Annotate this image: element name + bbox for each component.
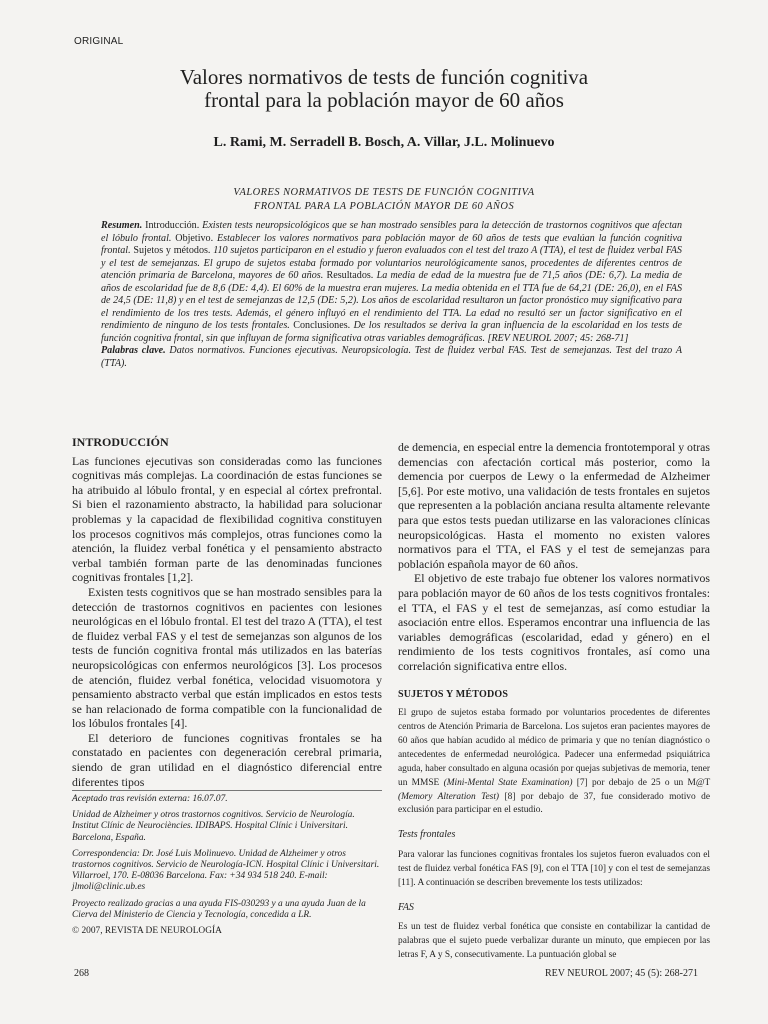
intro-paragraph-1: Las funciones ejecutivas son consideradas como las funciones cognitivas más complejas. La coordinación de estas funciones se ha atribuido al lóbulo frontal, y en especial al córtex prefrontal. Si bien el razonamiento abstracto, la habilidad para solucionar problemas y la capacidad de flexibilidad cognitiva constituyen los procesos cognitivos más complejos, otras funciones como la atención, la fluidez verbal fonética y el pensamiento abstracto verbal también forman parte de las denominadas funciones cognitivas frontales [1,2]. [72, 453, 382, 585]
methods-p1-c: [8] por debajo de 37, fue considerado motivo de exclusión para participar en el estudio. [398, 791, 710, 816]
methods-heading: SUJETOS Y MÉTODOS [398, 688, 509, 700]
title-line-2: frontal para la población mayor de 60 años [204, 88, 564, 112]
left-column [72, 435, 382, 789]
article-title [70, 66, 698, 112]
intro-paragraph-4: El objetivo de este trabajo fue obtener los valores normativos para población mayor de 60 años de los tests cognitivos frontales: el TTA, el FAS y el test de semejanzas, así como estudiar la asociación entre ellos. Esperamos encontrar una influencia de las variables demográficas (escolaridad, edad y género) en el rendimiento de los tests cognitivos frontales, así como una correlación significativa entre ellos. [398, 571, 710, 673]
sujetos-text: 110 sujetos participaron en el estudio y fueron evaluados con el test del trazo A (TTA), el test de fluidez verbal FAS y el test de semejanzas. El grupo de sujetos estaba formado por voluntarios neurológicamente sanos, procedentes de diferentes centros de atención primaria de Barcelona, mayores de 60 años. [101, 245, 682, 282]
keywords-label: Palabras clave. [101, 345, 166, 357]
page-number: 268 [74, 968, 89, 979]
abstract-body [101, 220, 682, 345]
intro-paragraph-2: Existen tests cognitivos que se han mostrado sensibles para la detección de trastornos cognitivos en pacientes con lesiones neurológicas en el lóbulo frontal. El test del trazo A (TTA), el test de fluidez verbal FAS y el test de semejanzas son algunos de los tests de función cognitiva frontal más utilizados en las baterías neuropsicológicas con enfermos neurológicos [3]. Los procesos de atención, fluidez verbal fonética, velocidad visuomotora y pensamiento abstracto verbal que están implicados en estos tests se han relacionado de forma compatible con la funcionalidad de los lóbulos frontales [4]. [72, 584, 382, 731]
conclusiones-text: De los resultados se deriva la gran influencia de la escolaridad en los tests de función cognitiva frontal, sin que influyan de forma significativa otras variables demográficas. [101, 320, 682, 344]
footnote-affiliation: Unidad de Alzheimer y otros trastornos cognitivos. Servicio de Neurología. Institut Clínic de Neurociències. IDIBAPS. Hospital Clínic i Universitari. Barcelona, España. [72, 810, 355, 843]
keywords-text: Datos normativos. Funciones ejecutivas. Neuropsicología. Test de fluidez verbal FAS. Test de semejanzas. Test del trazo A (TTA). [101, 345, 682, 370]
resultados-label: Resultados. [326, 270, 374, 282]
es-title-line-1: VALORES NORMATIVOS DE TESTS DE FUNCIÓN COGNITIVA [233, 187, 535, 198]
objetivo-text: Establecer los valores normativos para población mayor de 60 años de tests que evalúan la función cognitiva frontal. [101, 232, 682, 257]
es-title-line-2: FRONTAL PARA LA POBLACIÓN MAYOR DE 60 AÑOS [253, 200, 515, 212]
methods-paragraph-2: Para valorar las funciones cognitivas frontales los sujetos fueron evaluados con el test de fluidez verbal fonética FAS [9], con el TTA [10] y con el test de semejanzas [11]. A continuación se describen brevemente los tests utilizados: [398, 849, 710, 888]
resultados-text: La media de edad de la muestra fue de 71,5 años (DE: 6,7). La media de años de escolaridad fue de 8,6 (DE: 4,4). El 60% de la muestra eran mujeres. La media obtenida en el TTA fue de 64,21 (DE: 26,0), en el FAS de 24,5 (DE: 11,8) y en el test de semejanzas de 12,5 (DE: 5,2). Los años de escolaridad resultaron un factor pronóstico muy significativo para el rendimiento de los tres tests. Además, el género influyó en el rendimiento del TTA. La edad no resultó ser un factor significativo en el rendimiento de ninguno de los tests frontales. [101, 270, 682, 332]
fas-subheading: FAS [398, 901, 414, 913]
objetivo-label: Objetivo. [175, 232, 214, 244]
sujetos-label: Sujetos y métodos. [133, 245, 211, 257]
abstract [101, 220, 682, 371]
intro-paragraph-3: El deterioro de funciones cognitivas frontales se ha constatado en pacientes con degeneración cerebral primaria, siendo de gran utilidad en el diagnóstico diferencial entre diferentes tipos [72, 730, 382, 789]
keywords [101, 345, 682, 370]
mmse-fullname: (Mini-Mental State Examination) [443, 777, 573, 788]
intro-heading: INTRODUCCIÓN [72, 435, 169, 449]
methods-paragraph-1 [398, 707, 710, 818]
intro-label: Introducción. [145, 220, 200, 231]
footnote-copyright: © 2007, REVISTA DE NEUROLOGÍA [72, 926, 222, 937]
footnote-accepted: Aceptado tras revisión externa: 16.07.07. [72, 794, 228, 804]
authors: L. Rami, M. Serradell B. Bosch, A. Villar, J.L. Molinuevo [213, 135, 555, 150]
resumen-label: Resumen. [101, 220, 143, 231]
methods-p1-b: [7] por debajo de 25 o un M@T [576, 777, 711, 788]
footnote-funding: Proyecto realizado gracias a una ayuda FIS-030293 y a una ayuda Juan de la Cierva del Ministerio de Ciencia y Tecnología, concedida a LR. [72, 898, 366, 920]
section-tag: ORIGINAL [74, 36, 124, 47]
methods-paragraph-3: Es un test de fluidez verbal fonética que consiste en contabilizar la cantidad de palabras que el sujeto puede verbalizar durante un minuto, que empiecen por las letras F, A y S, consecutivamente. La puntuación global se [398, 922, 710, 961]
methods-p1-a: El grupo de sujetos estaba formado por voluntarios procedentes de diferentes centros de Atención Primaria de Barcelona. Los sujetos eran pacientes mayores de 60 años que habían acudido al médico de primaria y que no tenían diagnóstico o antecedentes de enfermedad neurológica. Padecer una enfermedad psiquiátrica aguda, haber consultado en alguna ocasión por quejas subjetivas de memoria, tener un MMSE [398, 708, 710, 788]
spanish-title-caps [160, 186, 608, 213]
journal-reference: REV NEUROL 2007; 45 (5): 268-271 [544, 968, 698, 979]
intro-text: Existen tests neuropsicológicos que se han mostrado sensibles para la detección de trastornos cognitivos que afectan el lóbulo frontal. [101, 220, 683, 244]
tests-frontales-subheading: Tests frontales [398, 829, 456, 841]
conclusiones-label: Conclusiones. [293, 320, 351, 332]
mat-fullname: (Memory Alteration Test) [398, 791, 500, 802]
title-line-1: Valores normativos de tests de función cognitiva [179, 65, 589, 89]
footnotes [72, 790, 382, 942]
footnote-correspondence: Correspondencia: Dr. José Luis Molinuevo. Unidad de Alzheimer y otros trastornos cognitivos. Servicio de Neurología-ICN. Hospital Clínic i Universitari. Villarroel, 170. E-08036 Barcelona. Fax: +34 934 518 240. E-mail: jlmoli@clinic.ub.es [72, 848, 380, 893]
abstract-citation: [REV NEUROL 2007; 45: 268-71] [487, 332, 629, 344]
right-column [398, 440, 710, 963]
intro-paragraph-3-continued: de demencia, en especial entre la demencia frontotemporal y otras demencias con afectación cortical más posterior, como la demencia por cuerpos de Lewy o la enfermedad de Alzheimer [5,6]. Por este motivo, una validación de tests frontales en sujetos que representen a la población anciana resulta altamente relevante para que estos tests puedan utilizarse en las valoraciones clínicas neuropsicológicas. Hasta el momento no existen valores normativos para el TTA, el FAS y el test de semejanzas para población española mayor de 60 años. [398, 440, 710, 571]
